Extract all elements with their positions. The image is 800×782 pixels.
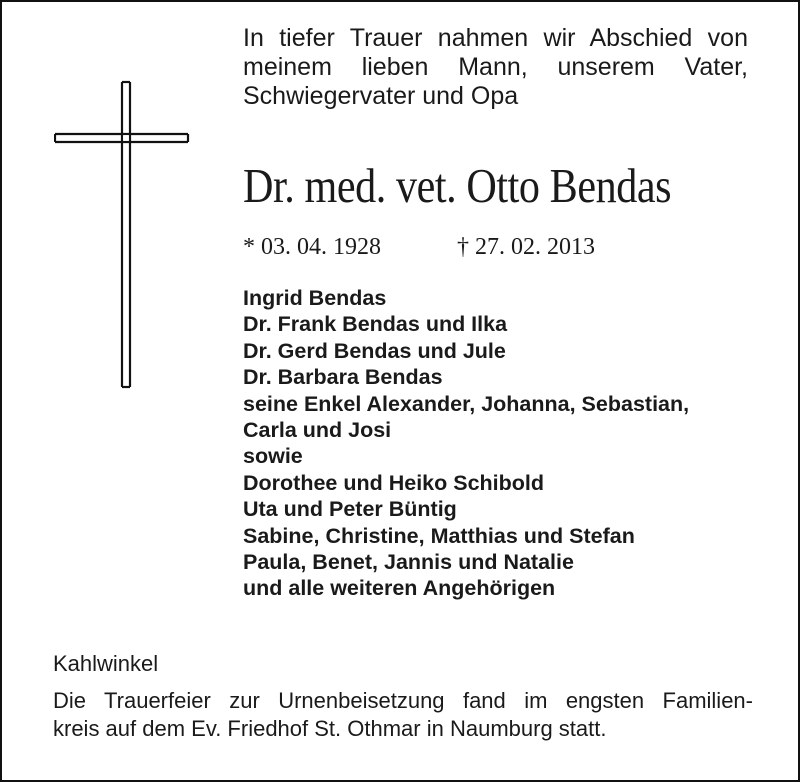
place-name: Kahlwinkel [53, 651, 159, 676]
mourner-line: Dr. Gerd Bendas und Jule [243, 338, 506, 363]
intro-line: In tiefer Trauer nahmen wir Abschied von [243, 24, 748, 52]
notice-line: kreis auf dem Ev. Friedhof St. Othmar in Naumburg statt. [53, 716, 607, 741]
intro-line: Schwiegervater und Opa [243, 82, 519, 110]
mourner-line: Dr. Frank Bendas und Ilka [243, 312, 508, 337]
deceased-name: Dr. med. vet. Otto Bendas [243, 158, 672, 213]
mourner-line: seine Enkel Alexander, Johanna, Sebastian, [243, 391, 690, 416]
mourner-line: Dr. Barbara Bendas [243, 365, 443, 390]
birth-date: * 03. 04. 1928 [243, 234, 381, 260]
mourner-line: Dorothee und Heiko Schibold [243, 470, 545, 495]
mourner-line: Ingrid Bendas [243, 286, 387, 310]
intro-text [243, 24, 748, 111]
intro-line: meinem lieben Mann, unserem Vater, [243, 53, 748, 81]
cross-icon [54, 80, 190, 395]
funeral-notice [53, 687, 753, 743]
life-dates [243, 232, 663, 262]
mourner-line: Paula, Benet, Jannis und Natalie [243, 549, 574, 574]
mourners-list [243, 285, 763, 602]
mourner-line: Uta und Peter Büntig [243, 497, 457, 522]
mourner-line: Sabine, Christine, Matthias und Stefan [243, 523, 635, 548]
notice-line: Die Trauerfeier zur Urnenbeisetzung fand im engsten Familien- [53, 688, 753, 713]
mourner-line: Carla und Josi [243, 417, 392, 442]
death-date: † 27. 02. 2013 [457, 234, 595, 260]
mourner-line: sowie [243, 444, 303, 469]
mourner-line: und alle weiteren Angehörigen [243, 576, 556, 601]
